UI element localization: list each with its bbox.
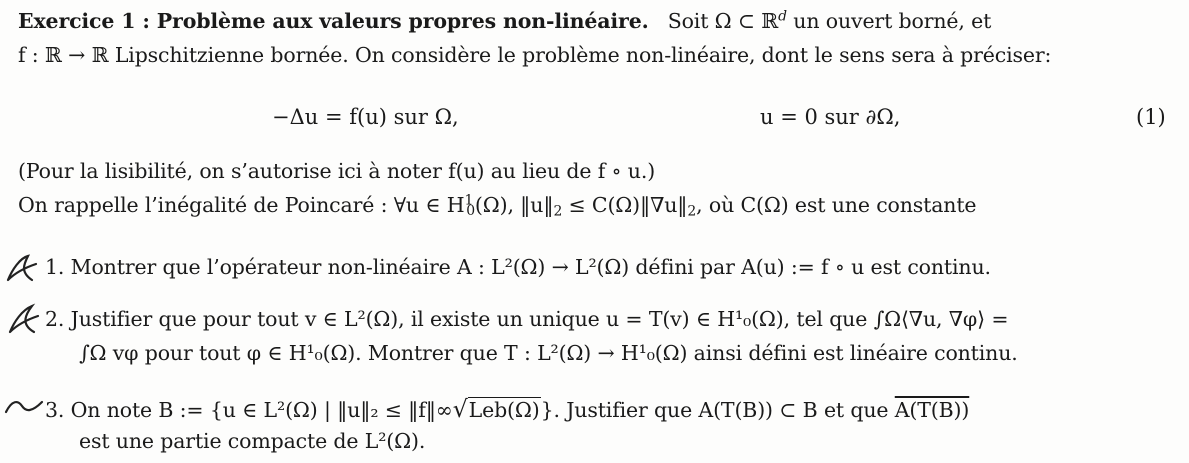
intro-line-2: f : ℝ → ℝ Lipschitzienne bornée. On considère le problème non-linéaire, dont le sens sera à préciser:	[18, 43, 1052, 67]
handwritten-tilde-mark-icon	[2, 394, 46, 420]
equation-right: u = 0 sur ∂Ω,	[760, 105, 901, 129]
question-2-line-2: ∫Ω vφ pour tout φ ∈ H¹₀(Ω). Montrer que T : L²(Ω) → H¹₀(Ω) ainsi défini est linéaire continu.	[79, 341, 1018, 365]
question-number: 3.	[45, 398, 65, 422]
question-number: 2.	[45, 307, 65, 331]
handwritten-check-mark-icon	[2, 300, 46, 338]
question-1	[45, 254, 991, 280]
question-3-line-2: est une partie compacte de L²(Ω).	[79, 429, 426, 453]
note-line: (Pour la lisibilité, on s’autorise ici à noter f(u) au lieu de f ∘ u.)	[18, 159, 656, 183]
equation-number: (1)	[1136, 105, 1166, 129]
poincare-line: On rappelle l’inégalité de Poincaré : ∀u ∈ $H^1_0(\Omega)$, $‖u‖_2$ ≤ $C(\Omega)‖\nabla u‖_2$, où C(Ω) est une constante	[18, 192, 977, 220]
question-text: Montrer que l’opérateur non-linéaire A : L²(Ω) → L²(Ω) défini par A(u) := f ∘ u est continu.	[70, 255, 991, 279]
exercise-heading-line	[18, 8, 991, 34]
question-text: Justifier que pour tout v ∈ L²(Ω), il existe un unique u = T(v) ∈ H¹₀(Ω), tel que ∫Ω⟨∇u, ∇φ⟩ =	[70, 307, 1009, 331]
question-number: 1.	[45, 255, 65, 279]
question-2	[45, 306, 1008, 332]
question-3	[45, 396, 969, 423]
equation-left: −Δu = f(u) sur Ω,	[272, 105, 459, 129]
exercise-title: Exercice 1 : Problème aux valeurs propres non-linéaire.	[18, 9, 649, 33]
question-text: On note B := {u ∈ L²(Ω) | ‖u‖₂ ≤ ‖f‖∞√Leb(Ω)}. Justifier que A(T(B)) ⊂ B et que A(T(B))	[70, 395, 970, 423]
handwritten-check-mark-icon	[2, 250, 46, 286]
intro-text-1: Soit Ω ⊂ ℝ$^d$ un ouvert borné, et	[667, 8, 992, 33]
